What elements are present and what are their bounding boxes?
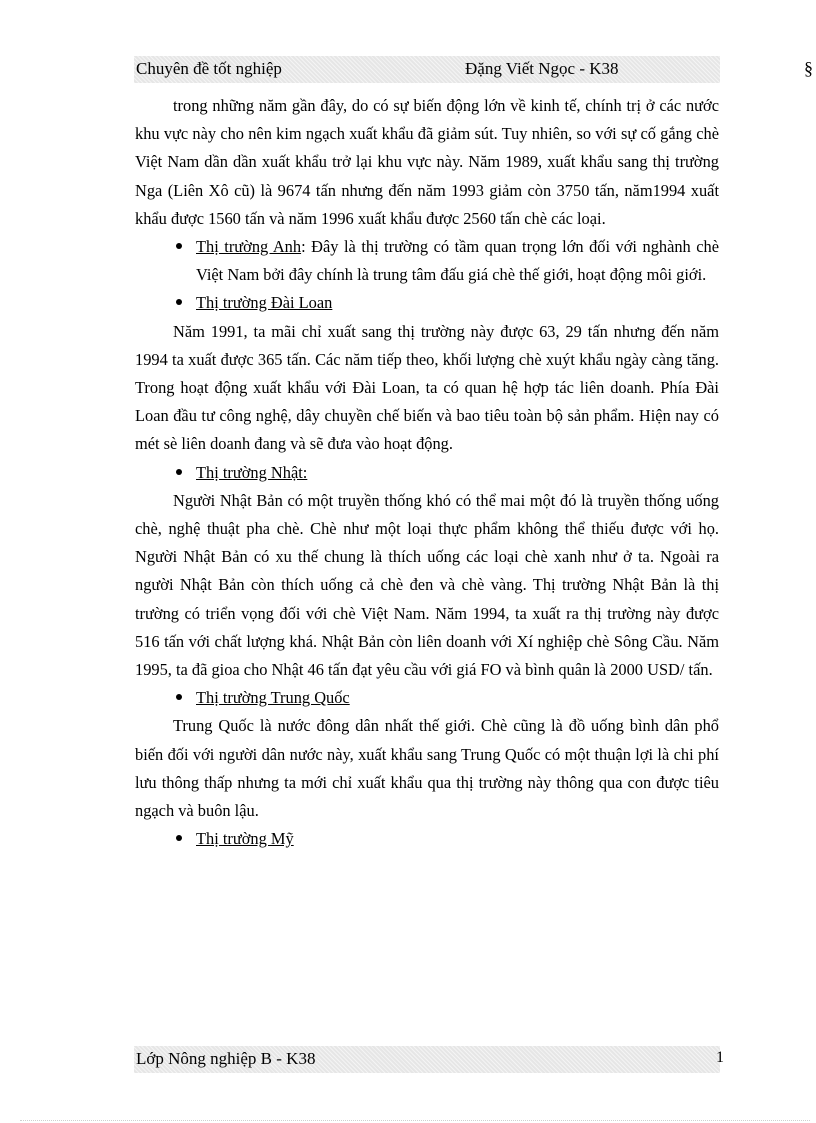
bullet-uk-market [135,233,719,289]
bullet-label: Thị trường Mỹ [196,829,294,849]
bullet-us-market [135,825,719,853]
paragraph-taiwan: Năm 1991, ta mãi chỉ xuất sang thị trường này được 63, 29 tấn nhưng đến năm 1994 ta xuất được 365 tấn. Các năm tiếp theo, khối lượng chè xuýt khẩu ngày càng tăng. Trong hoạt động xuất khẩu với Đài Loan, ta có quan hệ hợp tác liên doanh. Phía Đài Loan đầu tư công nghệ, dây chuyền chế biến và bao tiêu toàn bộ sản phẩm. Hiện nay có mét sè liên doanh đang và sẽ đưa vào hoạt động. [135,321,719,454]
footer-class: Lớp Nông nghiệp B - K38 [136,1049,316,1068]
bullet-icon [176,469,182,475]
page-footer [134,1046,724,1073]
document-body [135,92,719,853]
section-mark: § [804,58,813,78]
bullet-taiwan-market [135,289,719,317]
bullet-label: Thị trường Đài Loan [196,293,333,313]
header-author: Đặng Viết Ngọc - K38 [465,59,619,78]
bullet-icon [176,694,182,700]
paragraph-china: Trung Quốc là nước đông dân nhất thế giới. Chè cũng là đồ uống bình dân phổ biến đối với người dân nước này, xuất khẩu sang Trung Quốc có một thuận lợi là chi phí lưu thông thấp nhưng ta mới chỉ xuất khẩu qua thị trường này thông qua con được tiêu ngạch và buôn lậu. [135,716,719,821]
paragraph-japan: Người Nhật Bản có một truyền thống khó có thể mai một đó là truyền thống uống chè, nghệ thuật pha chè. Chè như một loại thực phẩm không thể thiếu được với họ. Người Nhật Bản có xu thế chung là thích uống các loại chè xanh như ở ta. Ngoài ra người Nhật Bản còn thích uống cả chè đen và chè vàng. Thị trường Nhật Bản là thị trường có triển vọng đối với chè Việt Nam. Năm 1994, ta xuất ra thị trường này được 516 tấn với chất lượng khá. Nhật Bản còn liên doanh với Xí nghiệp chè Sông Cầu. Năm 1995, ta đã gioa cho Nhật 46 tấn đạt yêu cầu với giá FO và bình quân là 2000 USD/ tấn. [135,490,719,680]
header-title: Chuyên đề tốt nghiệp [136,59,282,78]
bullet-china-market [135,684,719,712]
bullet-label: Thị trường Nhật: [196,462,308,482]
bullet-label: Thị trường Trung Quốc [196,688,350,708]
bullet-icon [176,243,182,249]
paragraph-intro: trong những năm gần đây, do có sự biến động lớn về kinh tế, chính trị ở các nước khu vực này cho nên kim ngạch xuất khẩu đã giảm sút. Tuy nhiên, so với sự cố gắng chè Việt Nam dần dần xuất khẩu trở lại khu vực này. Năm 1989, xuất khẩu sang thị trường Nga (Liên Xô cũ) là 9674 tấn nhưng đến năm 1993 giảm còn 3750 tấn, năm1994 xuất khẩu được 1560 tấn và năm 1996 xuất khẩu được 2560 tấn chè các loại. [135,96,719,228]
bullet-label: Thị trường Anh [196,237,302,257]
bullet-japan-market [135,459,719,487]
page-number: 1 [716,1049,724,1066]
bullet-icon [176,835,182,841]
bullet-icon [176,299,182,305]
bullet-text: : Đây là thị trường có tầm quan trọng lớn đối với nghành chè Việt Nam bởi đây chính là trung tâm đấu giá chè thế giới, hoạt động môi giới. [196,237,720,285]
page-header [134,56,720,83]
page-bottom-divider [20,1120,810,1121]
